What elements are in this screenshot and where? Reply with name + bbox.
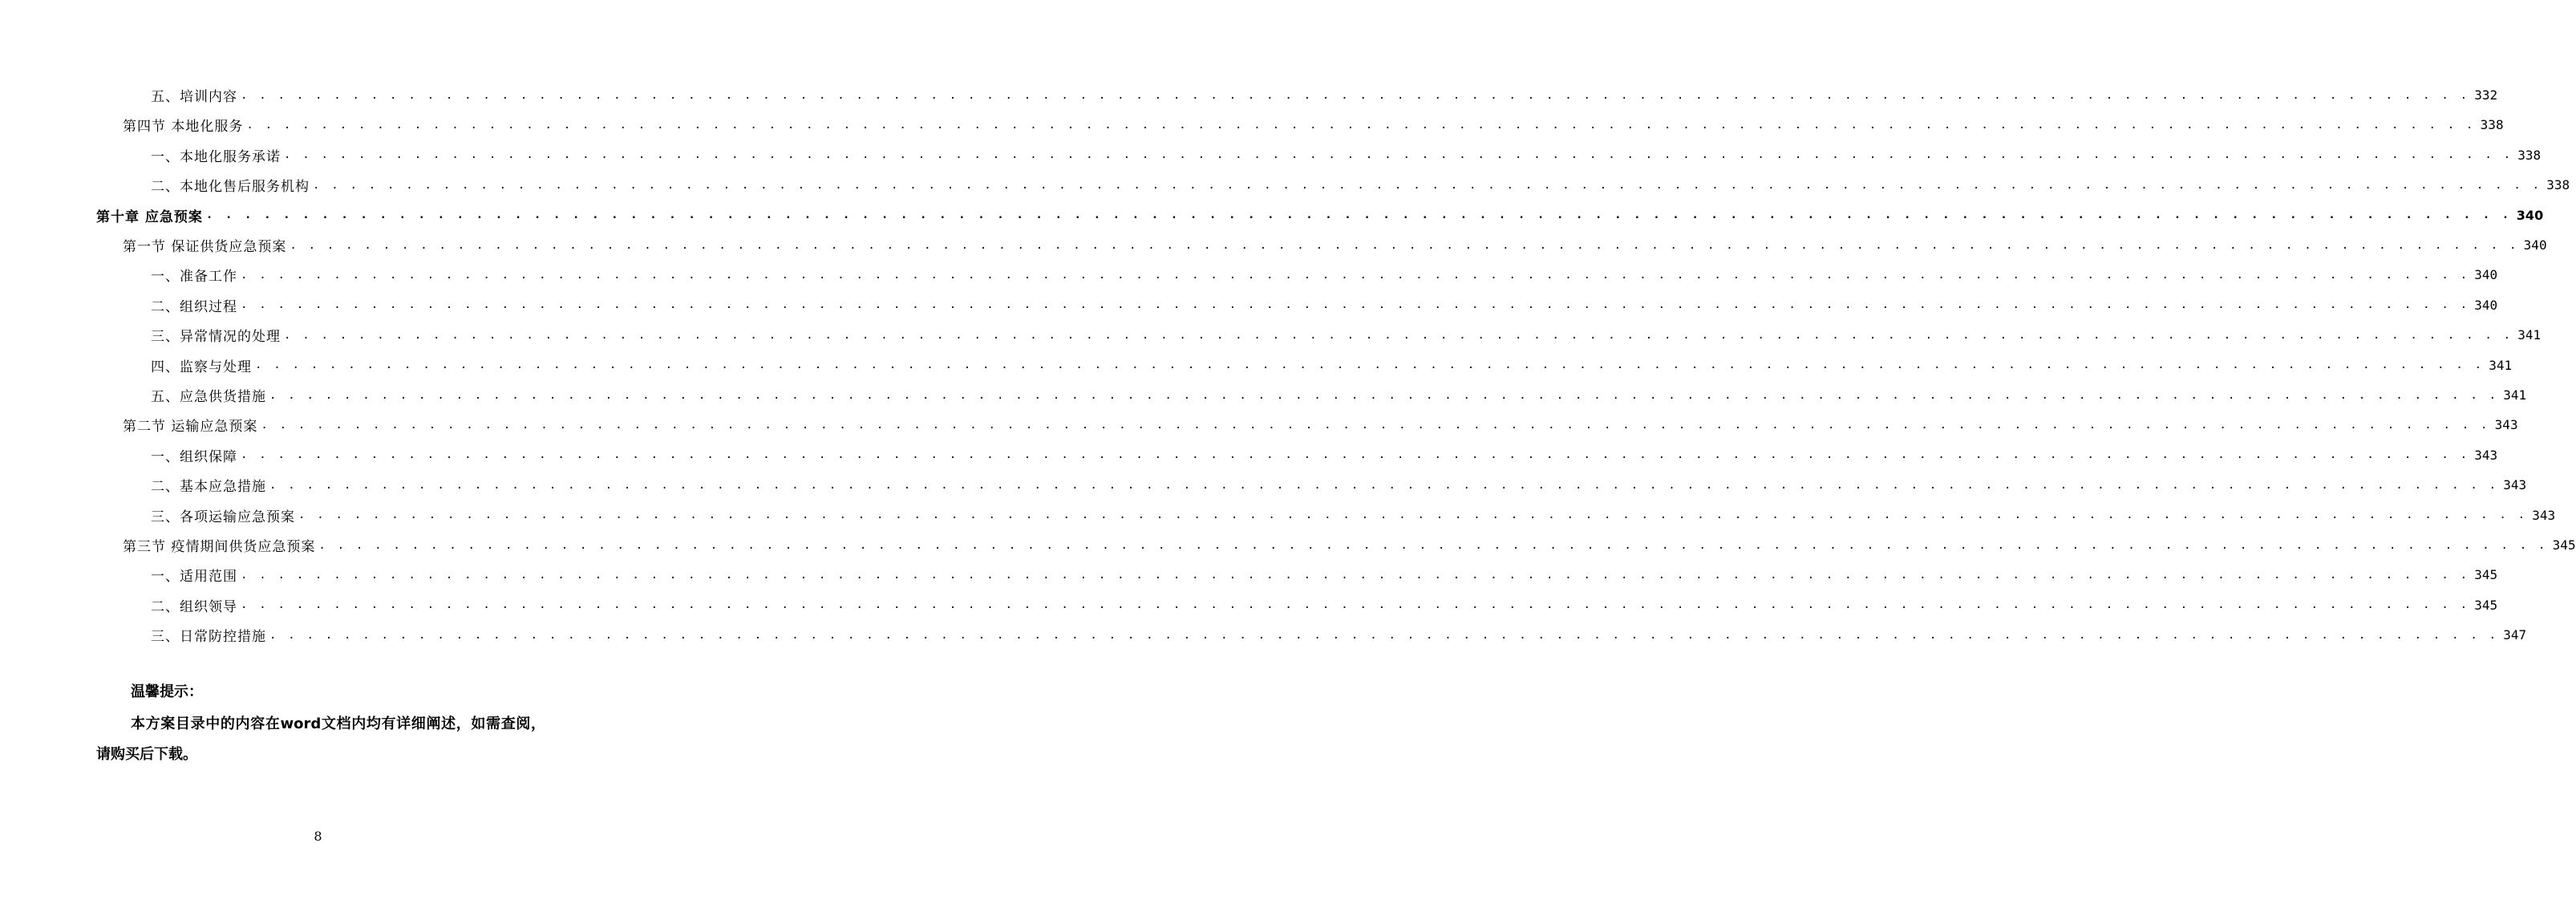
- toc-leader-dots: . . . . . . . . . . . . . . . . . . . . . . . . . . . . . . . . . . . . . . . . . . . . . . . . . . . . . . . . . . . . . . . . . . . . . . . . . . . . . . . . . . . . . . . . . . . . . . . . . . . . . . . . . . . . . . . . . . . . . . . .: [298, 509, 2528, 522]
- toc-leader-dots: . . . . . . . . . . . . . . . . . . . . . . . . . . . . . . . . . . . . . . . . . . . . . . . . . . . . . . . . . . . . . . . . . . . . . . . . . . . . . . . . . . . . . . . . . . . . . . . . . . . . . . . . . . . . . . . . . . . . . . . .: [205, 209, 2512, 222]
- toc-entry-page: 343: [2494, 417, 2518, 433]
- toc-leader-dots: . . . . . . . . . . . . . . . . . . . . . . . . . . . . . . . . . . . . . . . . . . . . . . . . . . . . . . . . . . . . . . . . . . . . . . . . . . . . . . . . . . . . . . . . . . . . . . . . . . . . . . . . . . . . . . . . . . . . . . . .: [318, 538, 2548, 552]
- toc-subsection-entry[interactable]: [151, 140, 2542, 170]
- toc-entry-title: 第三节 疫情期间供货应急预案: [123, 539, 316, 555]
- tip-body: 本方案目录中的内容在word文档内均有详细阐述，如需查阅，请购买后下载。: [96, 716, 545, 763]
- toc-entry-page: 332: [2474, 87, 2498, 103]
- toc-leader-dots: . . . . . . . . . . . . . . . . . . . . . . . . . . . . . . . . . . . . . . . . . . . . . . . . . . . . . . . . . . . . . . . . . . . . . . . . . . . . . . . . . . . . . . . . . . . . . . . . . . . . . . . . . . . . . . . . . . . . . . . .: [241, 598, 2470, 612]
- toc-entry-page: 341: [2489, 357, 2513, 373]
- toc-subsection-entry[interactable]: [151, 590, 2498, 620]
- toc-leader-dots: . . . . . . . . . . . . . . . . . . . . . . . . . . . . . . . . . . . . . . . . . . . . . . . . . . . . . . . . . . . . . . . . . . . . . . . . . . . . . . . . . . . . . . . . . . . . . . . . . . . . . . . . . . . . . . . . . . . . . . . .: [290, 238, 2519, 252]
- toc-entry-page: 340: [2474, 297, 2498, 313]
- toc-leader-dots: . . . . . . . . . . . . . . . . . . . . . . . . . . . . . . . . . . . . . . . . . . . . . . . . . . . . . . . . . . . . . . . . . . . . . . . . . . . . . . . . . . . . . . . . . . . . . . . . . . . . . . . . . . . . . . . . . . . . . . . .: [284, 148, 2513, 162]
- toc-entry-title: 第十章 应急预案: [96, 209, 203, 225]
- toc-entry-title: 五、应急供货措施: [151, 389, 266, 405]
- toc-entry-title: 三、异常情况的处理: [151, 329, 281, 346]
- toc-subsection-entry[interactable]: [151, 351, 2513, 380]
- toc-entry-page: 338: [2546, 177, 2570, 193]
- toc-leader-dots: . . . . . . . . . . . . . . . . . . . . . . . . . . . . . . . . . . . . . . . . . . . . . . . . . . . . . . . . . . . . . . . . . . . . . . . . . . . . . . . . . . . . . . . . . . . . . . . . . . . . . . . . . . . . . . . . . . . . . . . .: [241, 448, 2470, 462]
- toc-entry-title: 一、组织保障: [151, 448, 237, 465]
- toc-entry-title: 一、本地化服务承诺: [151, 148, 281, 165]
- toc-entry-page: 340: [2523, 237, 2547, 253]
- toc-entry-page: 338: [2517, 147, 2542, 163]
- toc-entry-title: 四、监察与处理: [151, 359, 252, 375]
- toc-entry-title: 第四节 本地化服务: [123, 119, 244, 136]
- toc-subsection-entry[interactable]: [151, 440, 2498, 470]
- toc-leader-dots: . . . . . . . . . . . . . . . . . . . . . . . . . . . . . . . . . . . . . . . . . . . . . . . . . . . . . . . . . . . . . . . . . . . . . . . . . . . . . . . . . . . . . . . . . . . . . . . . . . . . . . . . . . . . . . . . . . . . . . . .: [241, 568, 2470, 582]
- toc-entry-title: 三、日常防控措施: [151, 629, 266, 646]
- toc-entry-page: 338: [2480, 117, 2504, 133]
- toc-section-entry[interactable]: [123, 230, 2547, 260]
- toc-entry-title: 二、组织过程: [151, 298, 237, 315]
- toc-entry-title: 二、基本应急措施: [151, 479, 266, 496]
- toc-entry-page: 343: [2474, 447, 2498, 463]
- toc-subsection-entry[interactable]: [151, 290, 2498, 320]
- toc-entry-page: 341: [2503, 387, 2527, 403]
- toc-entry-title: 二、组织领导: [151, 598, 237, 615]
- toc-section-entry[interactable]: [123, 530, 2576, 560]
- toc-leader-dots: . . . . . . . . . . . . . . . . . . . . . . . . . . . . . . . . . . . . . . . . . . . . . . . . . . . . . . . . . . . . . . . . . . . . . . . . . . . . . . . . . . . . . . . . . . . . . . . . . . . . . . . . . . . . . . . . . . . . . . . .: [269, 388, 2499, 402]
- toc-entry-page: 340: [2516, 207, 2544, 223]
- toc-subsection-entry[interactable]: [151, 320, 2542, 350]
- toc-leader-dots: . . . . . . . . . . . . . . . . . . . . . . . . . . . . . . . . . . . . . . . . . . . . . . . . . . . . . . . . . . . . . . . . . . . . . . . . . . . . . . . . . . . . . . . . . . . . . . . . . . . . . . . . . . . . . . . . . . . . . . . .: [246, 118, 2476, 132]
- toc-entry-title: 二、本地化售后服务机构: [151, 179, 310, 196]
- toc-chapter-entry[interactable]: [96, 201, 2544, 230]
- toc-subsection-entry[interactable]: [151, 170, 2570, 200]
- toc-section-entry[interactable]: [123, 410, 2518, 440]
- page-number: 8: [314, 829, 322, 844]
- toc-subsection-entry[interactable]: [151, 470, 2527, 500]
- toc-leader-dots: . . . . . . . . . . . . . . . . . . . . . . . . . . . . . . . . . . . . . . . . . . . . . . . . . . . . . . . . . . . . . . . . . . . . . . . . . . . . . . . . . . . . . . . . . . . . . . . . . . . . . . . . . . . . . . . . . . . . . . . .: [241, 268, 2470, 282]
- toc-entry-page: 345: [2474, 567, 2498, 583]
- toc-subsection-entry[interactable]: [151, 620, 2527, 650]
- toc-subsection-entry[interactable]: [151, 501, 2556, 530]
- toc-section-entry[interactable]: [123, 110, 2504, 140]
- toc-entry-title: 三、各项运输应急预案: [151, 509, 295, 525]
- toc-subsection-entry[interactable]: [151, 560, 2498, 590]
- toc-entry-page: 343: [2503, 477, 2527, 493]
- toc-entry-page: 343: [2532, 507, 2556, 523]
- tip-heading: 温馨提示：: [131, 683, 203, 700]
- toc-entry-title: 一、适用范围: [151, 569, 237, 586]
- toc-entry-title: 第二节 运输应急预案: [123, 419, 258, 436]
- toc-leader-dots: . . . . . . . . . . . . . . . . . . . . . . . . . . . . . . . . . . . . . . . . . . . . . . . . . . . . . . . . . . . . . . . . . . . . . . . . . . . . . . . . . . . . . . . . . . . . . . . . . . . . . . . . . . . . . . . . . . . . . . . .: [269, 628, 2499, 642]
- toc-leader-dots: . . . . . . . . . . . . . . . . . . . . . . . . . . . . . . . . . . . . . . . . . . . . . . . . . . . . . . . . . . . . . . . . . . . . . . . . . . . . . . . . . . . . . . . . . . . . . . . . . . . . . . . . . . . . . . . . . . . . . . . .: [284, 328, 2513, 342]
- toc-leader-dots: . . . . . . . . . . . . . . . . . . . . . . . . . . . . . . . . . . . . . . . . . . . . . . . . . . . . . . . . . . . . . . . . . . . . . . . . . . . . . . . . . . . . . . . . . . . . . . . . . . . . . . . . . . . . . . . . . . . . . . . .: [255, 359, 2485, 372]
- toc-leader-dots: . . . . . . . . . . . . . . . . . . . . . . . . . . . . . . . . . . . . . . . . . . . . . . . . . . . . . . . . . . . . . . . . . . . . . . . . . . . . . . . . . . . . . . . . . . . . . . . . . . . . . . . . . . . . . . . . . . . . . . . .: [313, 178, 2542, 192]
- toc-subsection-entry[interactable]: [151, 260, 2498, 290]
- toc-entry-title: 一、准备工作: [151, 269, 237, 286]
- toc-leader-dots: . . . . . . . . . . . . . . . . . . . . . . . . . . . . . . . . . . . . . . . . . . . . . . . . . . . . . . . . . . . . . . . . . . . . . . . . . . . . . . . . . . . . . . . . . . . . . . . . . . . . . . . . . . . . . . . . . . . . . . . .: [269, 478, 2499, 492]
- toc-leader-dots: . . . . . . . . . . . . . . . . . . . . . . . . . . . . . . . . . . . . . . . . . . . . . . . . . . . . . . . . . . . . . . . . . . . . . . . . . . . . . . . . . . . . . . . . . . . . . . . . . . . . . . . . . . . . . . . . . . . . . . . .: [241, 88, 2470, 102]
- toc-entry-page: 340: [2474, 267, 2498, 283]
- toc-entry-page: 345: [2552, 537, 2576, 553]
- toc-entry-page: 345: [2474, 597, 2498, 613]
- toc-leader-dots: . . . . . . . . . . . . . . . . . . . . . . . . . . . . . . . . . . . . . . . . . . . . . . . . . . . . . . . . . . . . . . . . . . . . . . . . . . . . . . . . . . . . . . . . . . . . . . . . . . . . . . . . . . . . . . . . . . . . . . . .: [261, 418, 2490, 432]
- toc-subsection-entry[interactable]: [151, 380, 2527, 410]
- toc-entry-page: 347: [2503, 627, 2527, 643]
- toc-subsection-entry[interactable]: [151, 80, 2498, 110]
- toc-entry-title: 五、培训内容: [151, 89, 237, 105]
- toc-entry-page: 341: [2517, 327, 2542, 343]
- toc-entry-title: 第一节 保证供货应急预案: [123, 239, 287, 255]
- toc-leader-dots: . . . . . . . . . . . . . . . . . . . . . . . . . . . . . . . . . . . . . . . . . . . . . . . . . . . . . . . . . . . . . . . . . . . . . . . . . . . . . . . . . . . . . . . . . . . . . . . . . . . . . . . . . . . . . . . . . . . . . . . .: [241, 298, 2470, 312]
